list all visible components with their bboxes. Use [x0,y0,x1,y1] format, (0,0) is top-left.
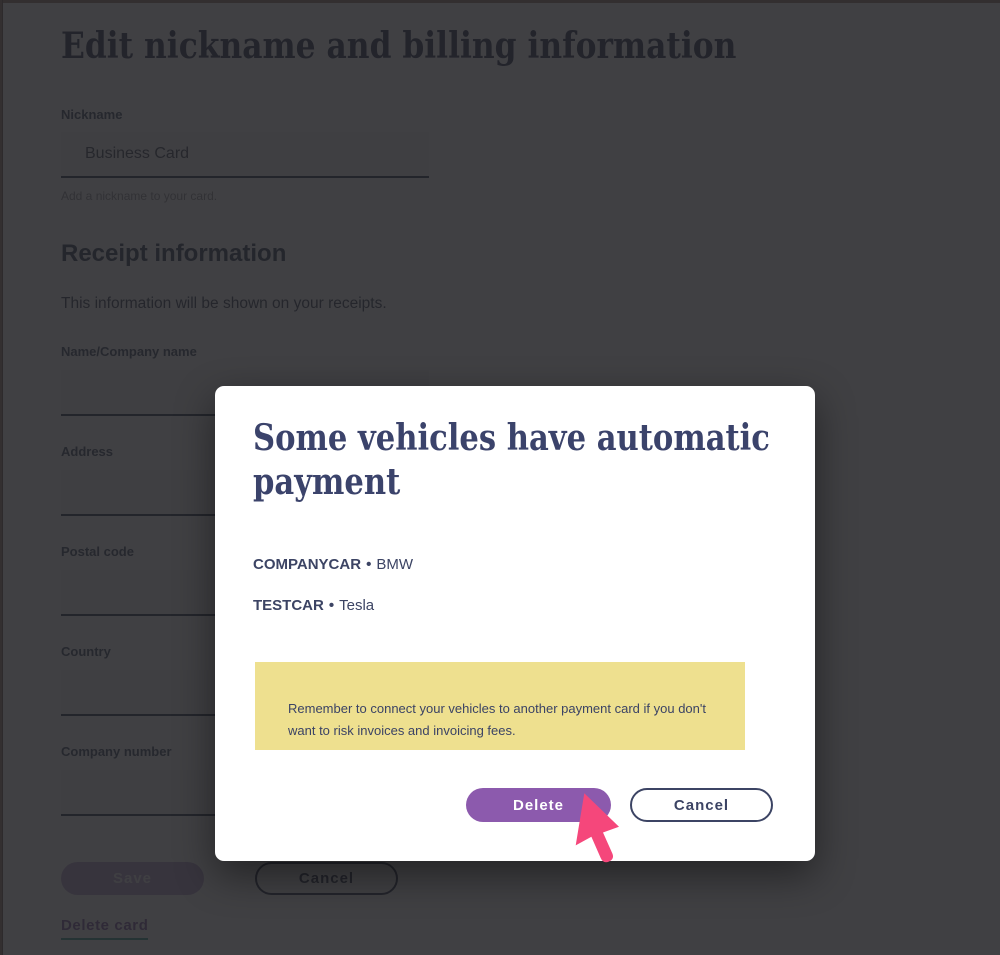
list-item [253,556,413,574]
modal-cancel-button[interactable]: Cancel [630,788,773,822]
automatic-payment-modal [215,386,815,861]
vehicle-model: Tesla [339,597,375,614]
vehicle-model: BMW [376,556,413,573]
delete-button[interactable]: Delete [466,788,611,822]
modal-title: Some vehicles have automatic payment [253,417,770,503]
bullet-separator: • [366,556,372,573]
modal-button-row [215,788,773,822]
pointer-cursor-icon [569,789,626,868]
vehicle-list [253,556,413,638]
vehicle-name: TESTCAR [253,597,324,614]
list-item [253,597,413,615]
warning-notice: Remember to connect your vehicles to another payment card if you don't want to risk invoices and invoicing fees. [255,662,745,750]
bullet-separator: • [328,597,335,614]
vehicle-name: COMPANYCAR [253,556,362,573]
